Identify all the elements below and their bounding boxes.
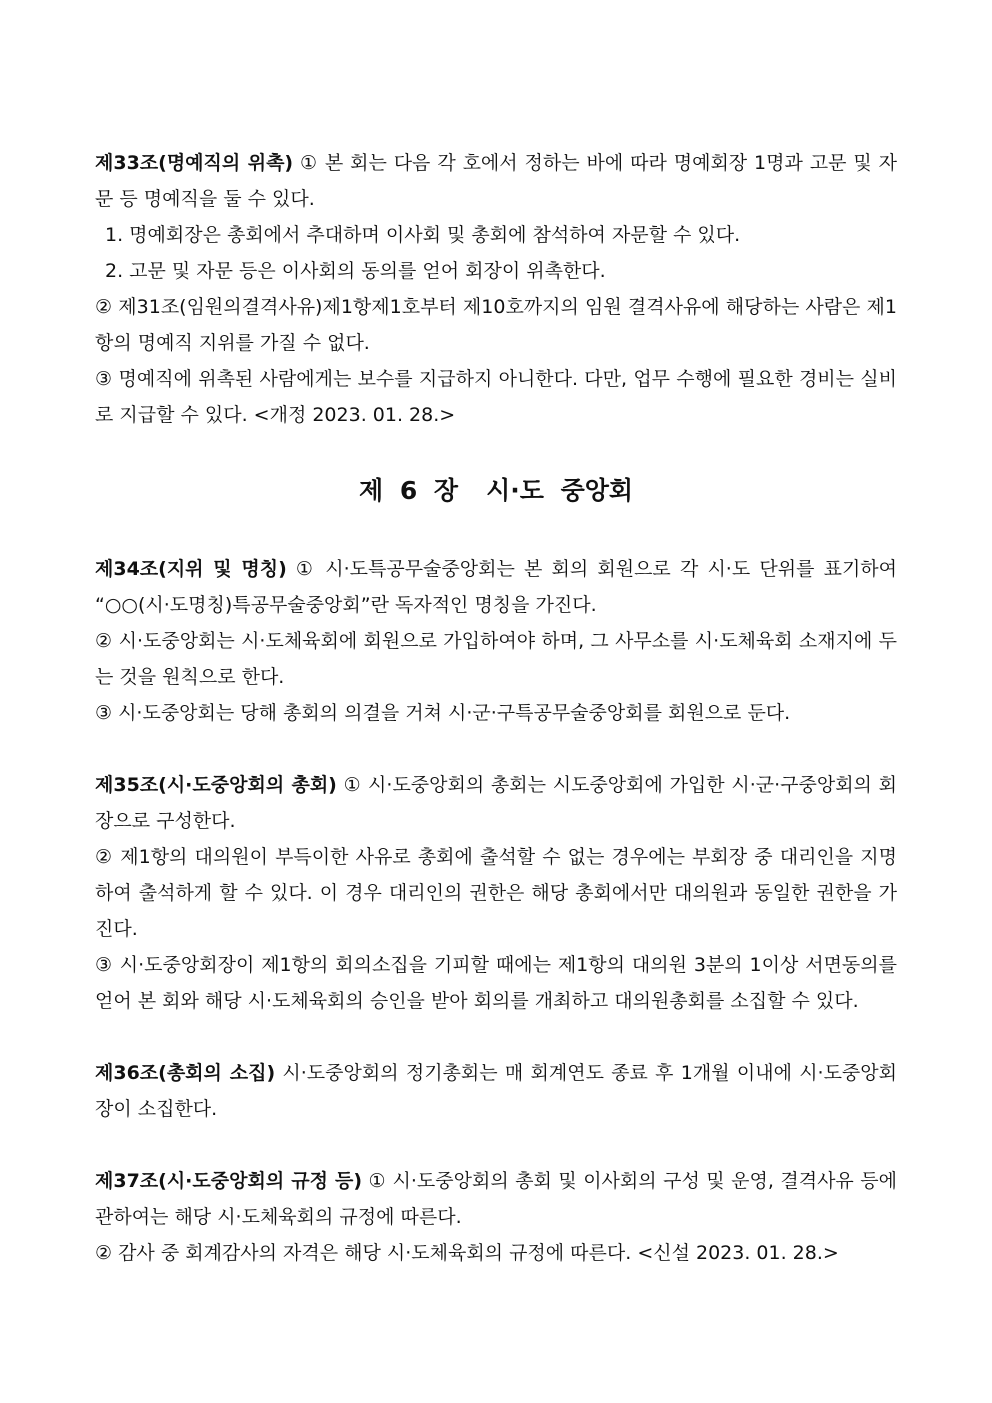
spacer — [95, 1019, 897, 1055]
article-37-title: 제37조(시·도중앙회의 규정 등) — [95, 1170, 363, 1192]
spacer — [95, 731, 897, 767]
article-35-clause-3: ③ 시·도중앙회장이 제1항의 회의소집을 기피할 때에는 제1항의 대의원 3분의 1이상 서면동의를 얻어 본 회와 해당 시·도체육회의 승인을 받아 회의를 개최하고 대의원총회를 소집할 수 있다. — [95, 954, 897, 1012]
article-34-title: 제34조(지위 및 명칭) — [95, 558, 287, 580]
article-35-clause-1: ① 시·도중앙회의 총회는 시도중앙회에 가입한 시·군·구중앙회의 회장으로 구성한다. — [95, 774, 897, 832]
article-33-clause-1: ① 본 회는 다음 각 호에서 정하는 바에 따라 명예회장 1명과 고문 및 자문 등 명예직을 둘 수 있다. — [95, 152, 897, 210]
article-36-title: 제36조(총회의 소집) — [95, 1062, 276, 1084]
article-36-paragraph-1 — [95, 1055, 897, 1127]
article-33-item-2: 2. 고문 및 자문 등은 이사회의 동의를 얻어 회장이 위촉한다. — [105, 260, 606, 282]
document-page — [95, 145, 897, 1271]
article-33-paragraph-1 — [95, 145, 897, 217]
article-34-paragraph-1 — [95, 551, 897, 623]
article-35-clause-2: ② 제1항의 대의원이 부득이한 사유로 총회에 출석할 수 없는 경우에는 부회장 중 대리인을 지명하여 출석하게 할 수 있다. 이 경우 대리인의 권한은 해당 총회에서만 대의원과 동일한 권한을 가진다. — [95, 846, 897, 940]
article-37-clause-2: ② 감사 중 회계감사의 자격은 해당 시·도체육회의 규정에 따른다. <신설 2023. 01. 28.> — [95, 1242, 839, 1264]
article-35-paragraph-1 — [95, 767, 897, 839]
chapter-title: 시·도 중앙회 — [486, 476, 634, 505]
article-33-title: 제33조(명예직의 위촉) — [95, 152, 294, 174]
article-35-title: 제35조(시·도중앙회의 총회) — [95, 774, 337, 796]
article-37-clause-1: ① 시·도중앙회의 총회 및 이사회의 구성 및 운영, 결격사유 등에 관하여는 해당 시·도체육회의 규정에 따른다. — [95, 1170, 897, 1228]
article-33-clause-3: ③ 명예직에 위촉된 사람에게는 보수를 지급하지 아니한다. 다만, 업무 수행에 필요한 경비는 실비로 지급할 수 있다. <개정 2023. 01. 28.> — [95, 368, 897, 426]
article-34-clause-3: ③ 시·도중앙회는 당해 총회의 의결을 거쳐 시·군·구특공무술중앙회를 회원으로 둔다. — [95, 702, 791, 724]
article-33-item-1: 1. 명예회장은 총회에서 추대하며 이사회 및 총회에 참석하여 자문할 수 있다. — [105, 224, 741, 246]
spacer — [95, 1127, 897, 1163]
article-37-paragraph-1 — [95, 1163, 897, 1235]
article-34-clause-1: ① 시·도특공무술중앙회는 본 회의 회원으로 각 시·도 단위를 표기하여 “○○(시·도명칭)특공무술중앙회”란 독자적인 명칭을 가진다. — [95, 558, 898, 616]
article-34-clause-2: ② 시·도중앙회는 시·도체육회에 회원으로 가입하여야 하며, 그 사무소를 시·도체육회 소재지에 두는 것을 원칙으로 한다. — [95, 630, 897, 688]
article-33-clause-2: ② 제31조(임원의결격사유)제1항제1호부터 제10호까지의 임원 결격사유에 해당하는 사람은 제1항의 명예직 지위를 가질 수 없다. — [95, 296, 897, 354]
chapter-number: 제 6 장 — [358, 476, 459, 505]
chapter-heading — [95, 471, 897, 511]
article-36-text: 시·도중앙회의 정기총회는 매 회계연도 종료 후 1개월 이내에 시·도중앙회장이 소집한다. — [95, 1062, 897, 1120]
